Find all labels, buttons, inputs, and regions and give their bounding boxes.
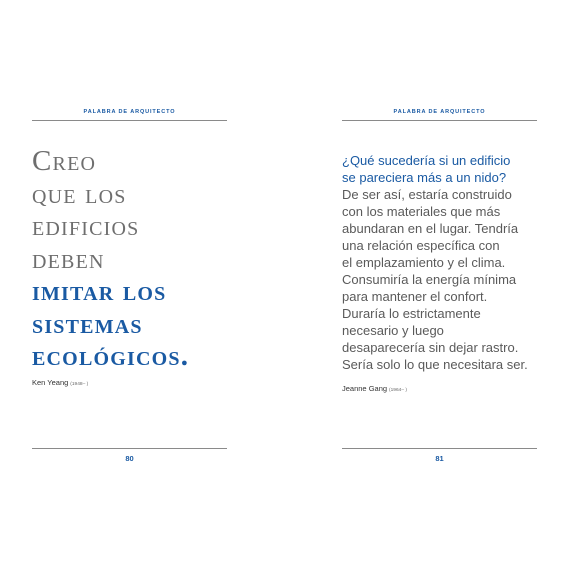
author-name: Ken Yeang [32, 378, 69, 387]
quote-line-highlight: ecológicos. [32, 340, 190, 372]
body-line: para mantener el confort. [342, 289, 488, 304]
quote-line-highlight: sistemas [32, 307, 143, 340]
body-line: Consumiría la energía mínima [342, 272, 517, 287]
body-line: el emplazamiento y el clima. [342, 255, 506, 270]
body-line: una relación específica con [342, 238, 500, 253]
quote-line: Creo [32, 145, 97, 177]
question-line: se pareciera más a un nido? [342, 170, 507, 185]
page-header: PALABRA DE ARQUITECTO [83, 109, 176, 115]
body-line: desaparecería sin dejar rastro. [342, 340, 519, 355]
body-line: Sería solo lo que necesitara ser. [342, 357, 528, 372]
quote-line-highlight: imitar los [32, 275, 167, 307]
right-page [285, 0, 570, 570]
header-rule [342, 120, 537, 121]
question [342, 152, 567, 186]
body-line: Duraría lo estrictamente [342, 306, 481, 321]
author-years: (1964– ) [389, 388, 407, 393]
header-rule [32, 120, 227, 121]
body-line: abundaran en el lugar. Tendría [342, 221, 519, 236]
quote [32, 145, 272, 373]
body-text [342, 186, 567, 373]
quote-line: deben [32, 242, 105, 275]
footer-rule [342, 448, 537, 449]
body-line: con los materiales que más [342, 204, 501, 219]
body-line: De ser así, estaría construido [342, 187, 512, 202]
question-line: ¿Qué sucedería si un edificio [342, 153, 511, 168]
author-name: Jeanne Gang [342, 384, 388, 393]
quote-line: edificios [32, 210, 140, 242]
author-attribution [32, 378, 88, 387]
page-header: PALABRA DE ARQUITECTO [393, 109, 486, 115]
author-years: (1948– ) [70, 382, 89, 387]
author-attribution [342, 384, 407, 393]
quote-line: que los [32, 177, 127, 210]
page-number: 81 [435, 454, 444, 463]
footer-rule [32, 448, 227, 449]
page-number: 80 [125, 454, 134, 463]
body-line: necesario y luego [342, 323, 444, 338]
